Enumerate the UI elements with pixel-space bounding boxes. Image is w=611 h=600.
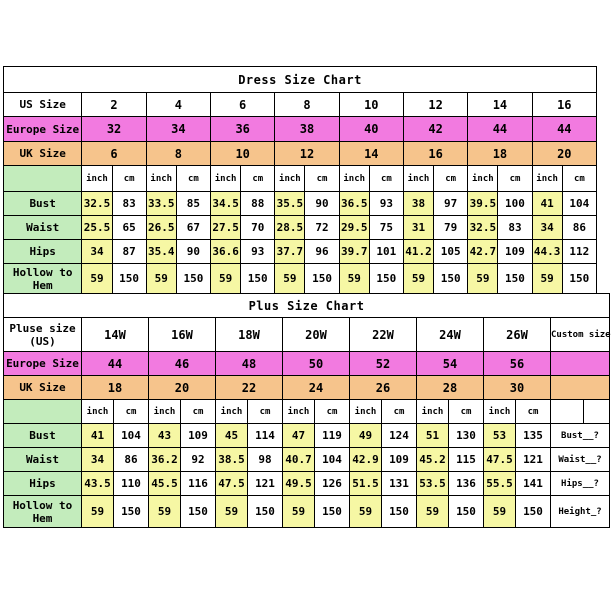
uk-size-value: 14 [339, 142, 403, 166]
measure-inch: 35.4 [146, 240, 176, 264]
measure-cm: 121 [516, 448, 551, 472]
units-row-label [4, 400, 82, 424]
unit-inch: inch [403, 166, 433, 192]
measure-inch: 38 [403, 192, 433, 216]
uk-size-value: 6 [82, 142, 146, 166]
us-size-value: 10 [339, 93, 403, 117]
measure-inch: 47 [283, 424, 315, 448]
measure-cm: 124 [382, 424, 417, 448]
measure-inch: 39.5 [468, 192, 498, 216]
dress-measure-row [4, 240, 597, 264]
measure-inch: 43.5 [82, 472, 114, 496]
measure-cm: 126 [315, 472, 350, 496]
measure-cm: 150 [369, 264, 403, 294]
measure-cm: 86 [114, 448, 149, 472]
us-size-value: 12 [403, 93, 467, 117]
measure-inch: 34 [82, 240, 112, 264]
measure-cm: 97 [434, 192, 468, 216]
unit-inch: inch [211, 166, 241, 192]
dress-measure-row [4, 192, 597, 216]
unit-inch: inch [339, 166, 369, 192]
unit-cm: cm [248, 400, 283, 424]
uk-size-value: 12 [275, 142, 339, 166]
measure-inch: 47.5 [484, 448, 516, 472]
measure-cm: 150 [449, 496, 484, 528]
europe-size-value: 42 [403, 117, 467, 142]
unit-inch: inch [149, 400, 181, 424]
measure-inch: 51.5 [350, 472, 382, 496]
unit-inch: inch [350, 400, 382, 424]
uk-size-value: 28 [417, 376, 484, 400]
measure-label: Waist [4, 448, 82, 472]
custom-measure: Hips__? [551, 472, 610, 496]
measure-cm: 65 [112, 216, 146, 240]
uk-size-value: 20 [149, 376, 216, 400]
measure-cm: 150 [434, 264, 468, 294]
custom-size-label: Custom size [551, 318, 610, 352]
europe-size-value: 38 [275, 117, 339, 142]
measure-inch: 27.5 [211, 216, 241, 240]
uk-size-value: 24 [283, 376, 350, 400]
measure-inch: 25.5 [82, 216, 112, 240]
uk-size-value: 16 [403, 142, 467, 166]
measure-cm: 116 [181, 472, 216, 496]
custom-size-cell [551, 352, 610, 376]
uk-size-value: 26 [350, 376, 417, 400]
us-size-value: 14W [82, 318, 149, 352]
measure-inch: 59 [82, 496, 114, 528]
unit-cm: cm [434, 166, 468, 192]
uk-size-value: 10 [211, 142, 275, 166]
unit-inch: inch [417, 400, 449, 424]
measure-cm: 88 [241, 192, 275, 216]
measure-inch: 45.2 [417, 448, 449, 472]
us-size-value: 20W [283, 318, 350, 352]
custom-measure: Height_? [551, 496, 610, 528]
unit-cm: cm [176, 166, 210, 192]
measure-cm: 104 [315, 448, 350, 472]
measure-cm: 150 [516, 496, 551, 528]
measure-inch: 41 [532, 192, 562, 216]
us-size-value: 24W [417, 318, 484, 352]
measure-inch: 42.7 [468, 240, 498, 264]
measure-cm: 104 [114, 424, 149, 448]
uk-size-value: 22 [216, 376, 283, 400]
unit-inch: inch [216, 400, 248, 424]
measure-cm: 110 [114, 472, 149, 496]
measure-inch: 28.5 [275, 216, 305, 240]
measure-cm: 109 [382, 448, 417, 472]
measure-cm: 101 [369, 240, 403, 264]
measure-inch: 53.5 [417, 472, 449, 496]
measure-cm: 150 [382, 496, 417, 528]
uk-size-value: 20 [532, 142, 596, 166]
measure-inch: 49.5 [283, 472, 315, 496]
europe-size-label: Europe Size [4, 352, 82, 376]
unit-cm: cm [241, 166, 275, 192]
plus-measure-row [4, 496, 610, 528]
measure-inch: 59 [468, 264, 498, 294]
measure-inch: 41.2 [403, 240, 433, 264]
measure-inch: 59 [417, 496, 449, 528]
units-row-label [4, 166, 82, 192]
measure-cm: 130 [449, 424, 484, 448]
measure-label: Hollow to Hem [4, 496, 82, 528]
plus-measure-row [4, 448, 610, 472]
measure-inch: 41 [82, 424, 114, 448]
unit-cm: cm [181, 400, 216, 424]
custom-unit-cell [551, 400, 584, 424]
measure-label: Hips [4, 472, 82, 496]
measure-inch: 38.5 [216, 448, 248, 472]
measure-cm: 72 [305, 216, 339, 240]
europe-size-value: 48 [216, 352, 283, 376]
measure-cm: 131 [382, 472, 417, 496]
us-size-value: 4 [146, 93, 210, 117]
measure-cm: 112 [562, 240, 596, 264]
measure-inch: 36.5 [339, 192, 369, 216]
plus-size-table [3, 293, 610, 528]
measure-inch: 59 [211, 264, 241, 294]
custom-measure: Bust__? [551, 424, 610, 448]
unit-cm: cm [112, 166, 146, 192]
uk-size-label: UK Size [4, 142, 82, 166]
measure-inch: 49 [350, 424, 382, 448]
unit-inch: inch [468, 166, 498, 192]
dress-measure-row [4, 216, 597, 240]
measure-cm: 109 [498, 240, 532, 264]
chart-title: Plus Size Chart [4, 294, 610, 318]
measure-cm: 83 [112, 192, 146, 216]
uk-size-label: UK Size [4, 376, 82, 400]
us-size-value: 26W [484, 318, 551, 352]
measure-cm: 150 [112, 264, 146, 294]
measure-cm: 114 [248, 424, 283, 448]
measure-cm: 150 [498, 264, 532, 294]
us-size-value: 8 [275, 93, 339, 117]
plus-europe-size-row [4, 352, 610, 376]
measure-inch: 59 [403, 264, 433, 294]
europe-size-value: 52 [350, 352, 417, 376]
europe-size-value: 46 [149, 352, 216, 376]
measure-cm: 87 [112, 240, 146, 264]
europe-size-value: 44 [82, 352, 149, 376]
plus-uk-size-row [4, 376, 610, 400]
measure-cm: 150 [315, 496, 350, 528]
dress-uk-size-row [4, 142, 597, 166]
measure-cm: 135 [516, 424, 551, 448]
plus-us-size-row [4, 318, 610, 352]
measure-inch: 59 [275, 264, 305, 294]
measure-inch: 51 [417, 424, 449, 448]
size-chart-sheet [3, 66, 611, 528]
measure-cm: 104 [562, 192, 596, 216]
us-size-value: 14 [468, 93, 532, 117]
unit-inch: inch [283, 400, 315, 424]
measure-inch: 36.2 [149, 448, 181, 472]
europe-size-value: 40 [339, 117, 403, 142]
us-size-label: US Size [4, 93, 82, 117]
measure-cm: 119 [315, 424, 350, 448]
measure-cm: 67 [176, 216, 210, 240]
measure-cm: 121 [248, 472, 283, 496]
measure-inch: 45 [216, 424, 248, 448]
dress-title-row [4, 67, 597, 93]
uk-size-value: 18 [82, 376, 149, 400]
us-size-value: 18W [216, 318, 283, 352]
plus-measure-row [4, 472, 610, 496]
measure-label: Hollow to Hem [4, 264, 82, 294]
measure-cm: 98 [248, 448, 283, 472]
measure-inch: 59 [350, 496, 382, 528]
measure-cm: 141 [516, 472, 551, 496]
unit-inch: inch [146, 166, 176, 192]
measure-inch: 31 [403, 216, 433, 240]
measure-cm: 150 [248, 496, 283, 528]
measure-inch: 34 [532, 216, 562, 240]
europe-size-value: 44 [468, 117, 532, 142]
dress-units-row [4, 166, 597, 192]
plus-title-row [4, 294, 610, 318]
measure-inch: 59 [283, 496, 315, 528]
measure-inch: 32.5 [468, 216, 498, 240]
measure-inch: 59 [339, 264, 369, 294]
custom-size-cell [551, 376, 610, 400]
us-size-value: 22W [350, 318, 417, 352]
plus-measure-row [4, 424, 610, 448]
measure-cm: 90 [305, 192, 339, 216]
unit-cm: cm [114, 400, 149, 424]
europe-size-value: 56 [484, 352, 551, 376]
unit-cm: cm [498, 166, 532, 192]
custom-measure: Waist__? [551, 448, 610, 472]
europe-size-value: 34 [146, 117, 210, 142]
uk-size-value: 18 [468, 142, 532, 166]
measure-cm: 150 [241, 264, 275, 294]
measure-cm: 150 [562, 264, 596, 294]
measure-inch: 35.5 [275, 192, 305, 216]
europe-size-value: 54 [417, 352, 484, 376]
measure-inch: 59 [146, 264, 176, 294]
unit-inch: inch [484, 400, 516, 424]
europe-size-value: 32 [82, 117, 146, 142]
plus-units-row [4, 400, 610, 424]
measure-cm: 75 [369, 216, 403, 240]
unit-cm: cm [562, 166, 596, 192]
measure-inch: 34 [82, 448, 114, 472]
measure-inch: 29.5 [339, 216, 369, 240]
measure-inch: 37.7 [275, 240, 305, 264]
unit-inch: inch [82, 400, 114, 424]
measure-inch: 36.6 [211, 240, 241, 264]
unit-cm: cm [305, 166, 339, 192]
unit-cm: cm [382, 400, 417, 424]
europe-size-label: Europe Size [4, 117, 82, 142]
us-size-value: 16 [532, 93, 596, 117]
measure-inch: 26.5 [146, 216, 176, 240]
dress-europe-size-row [4, 117, 597, 142]
measure-inch: 59 [82, 264, 112, 294]
measure-cm: 115 [449, 448, 484, 472]
measure-cm: 83 [498, 216, 532, 240]
unit-inch: inch [275, 166, 305, 192]
measure-inch: 39.7 [339, 240, 369, 264]
measure-cm: 100 [498, 192, 532, 216]
unit-inch: inch [532, 166, 562, 192]
dress-size-table [3, 66, 597, 294]
measure-inch: 47.5 [216, 472, 248, 496]
unit-cm: cm [315, 400, 350, 424]
measure-cm: 150 [114, 496, 149, 528]
measure-label: Hips [4, 240, 82, 264]
measure-cm: 150 [176, 264, 210, 294]
uk-size-value: 8 [146, 142, 210, 166]
measure-cm: 136 [449, 472, 484, 496]
unit-cm: cm [369, 166, 403, 192]
measure-label: Bust [4, 424, 82, 448]
uk-size-value: 30 [484, 376, 551, 400]
measure-cm: 96 [305, 240, 339, 264]
measure-cm: 93 [369, 192, 403, 216]
measure-cm: 70 [241, 216, 275, 240]
measure-inch: 33.5 [146, 192, 176, 216]
measure-inch: 59 [532, 264, 562, 294]
unit-inch: inch [82, 166, 112, 192]
unit-cm: cm [449, 400, 484, 424]
measure-cm: 93 [241, 240, 275, 264]
measure-cm: 105 [434, 240, 468, 264]
measure-cm: 150 [181, 496, 216, 528]
measure-cm: 150 [305, 264, 339, 294]
measure-inch: 42.9 [350, 448, 382, 472]
measure-cm: 85 [176, 192, 210, 216]
measure-inch: 59 [216, 496, 248, 528]
us-size-value: 2 [82, 93, 146, 117]
measure-label: Bust [4, 192, 82, 216]
us-size-value: 16W [149, 318, 216, 352]
measure-cm: 90 [176, 240, 210, 264]
measure-inch: 44.3 [532, 240, 562, 264]
europe-size-value: 50 [283, 352, 350, 376]
measure-label: Waist [4, 216, 82, 240]
measure-cm: 109 [181, 424, 216, 448]
measure-cm: 79 [434, 216, 468, 240]
europe-size-value: 36 [211, 117, 275, 142]
unit-cm: cm [516, 400, 551, 424]
us-size-label: Pluse size (US) [4, 318, 82, 352]
dress-us-size-row [4, 93, 597, 117]
measure-inch: 55.5 [484, 472, 516, 496]
measure-inch: 32.5 [82, 192, 112, 216]
measure-inch: 40.7 [283, 448, 315, 472]
measure-inch: 34.5 [211, 192, 241, 216]
europe-size-value: 44 [532, 117, 596, 142]
custom-unit-cell [584, 400, 610, 424]
measure-cm: 92 [181, 448, 216, 472]
measure-inch: 53 [484, 424, 516, 448]
measure-inch: 45.5 [149, 472, 181, 496]
measure-inch: 43 [149, 424, 181, 448]
measure-cm: 86 [562, 216, 596, 240]
us-size-value: 6 [211, 93, 275, 117]
measure-inch: 59 [484, 496, 516, 528]
dress-measure-row [4, 264, 597, 294]
measure-inch: 59 [149, 496, 181, 528]
chart-title: Dress Size Chart [4, 67, 597, 93]
